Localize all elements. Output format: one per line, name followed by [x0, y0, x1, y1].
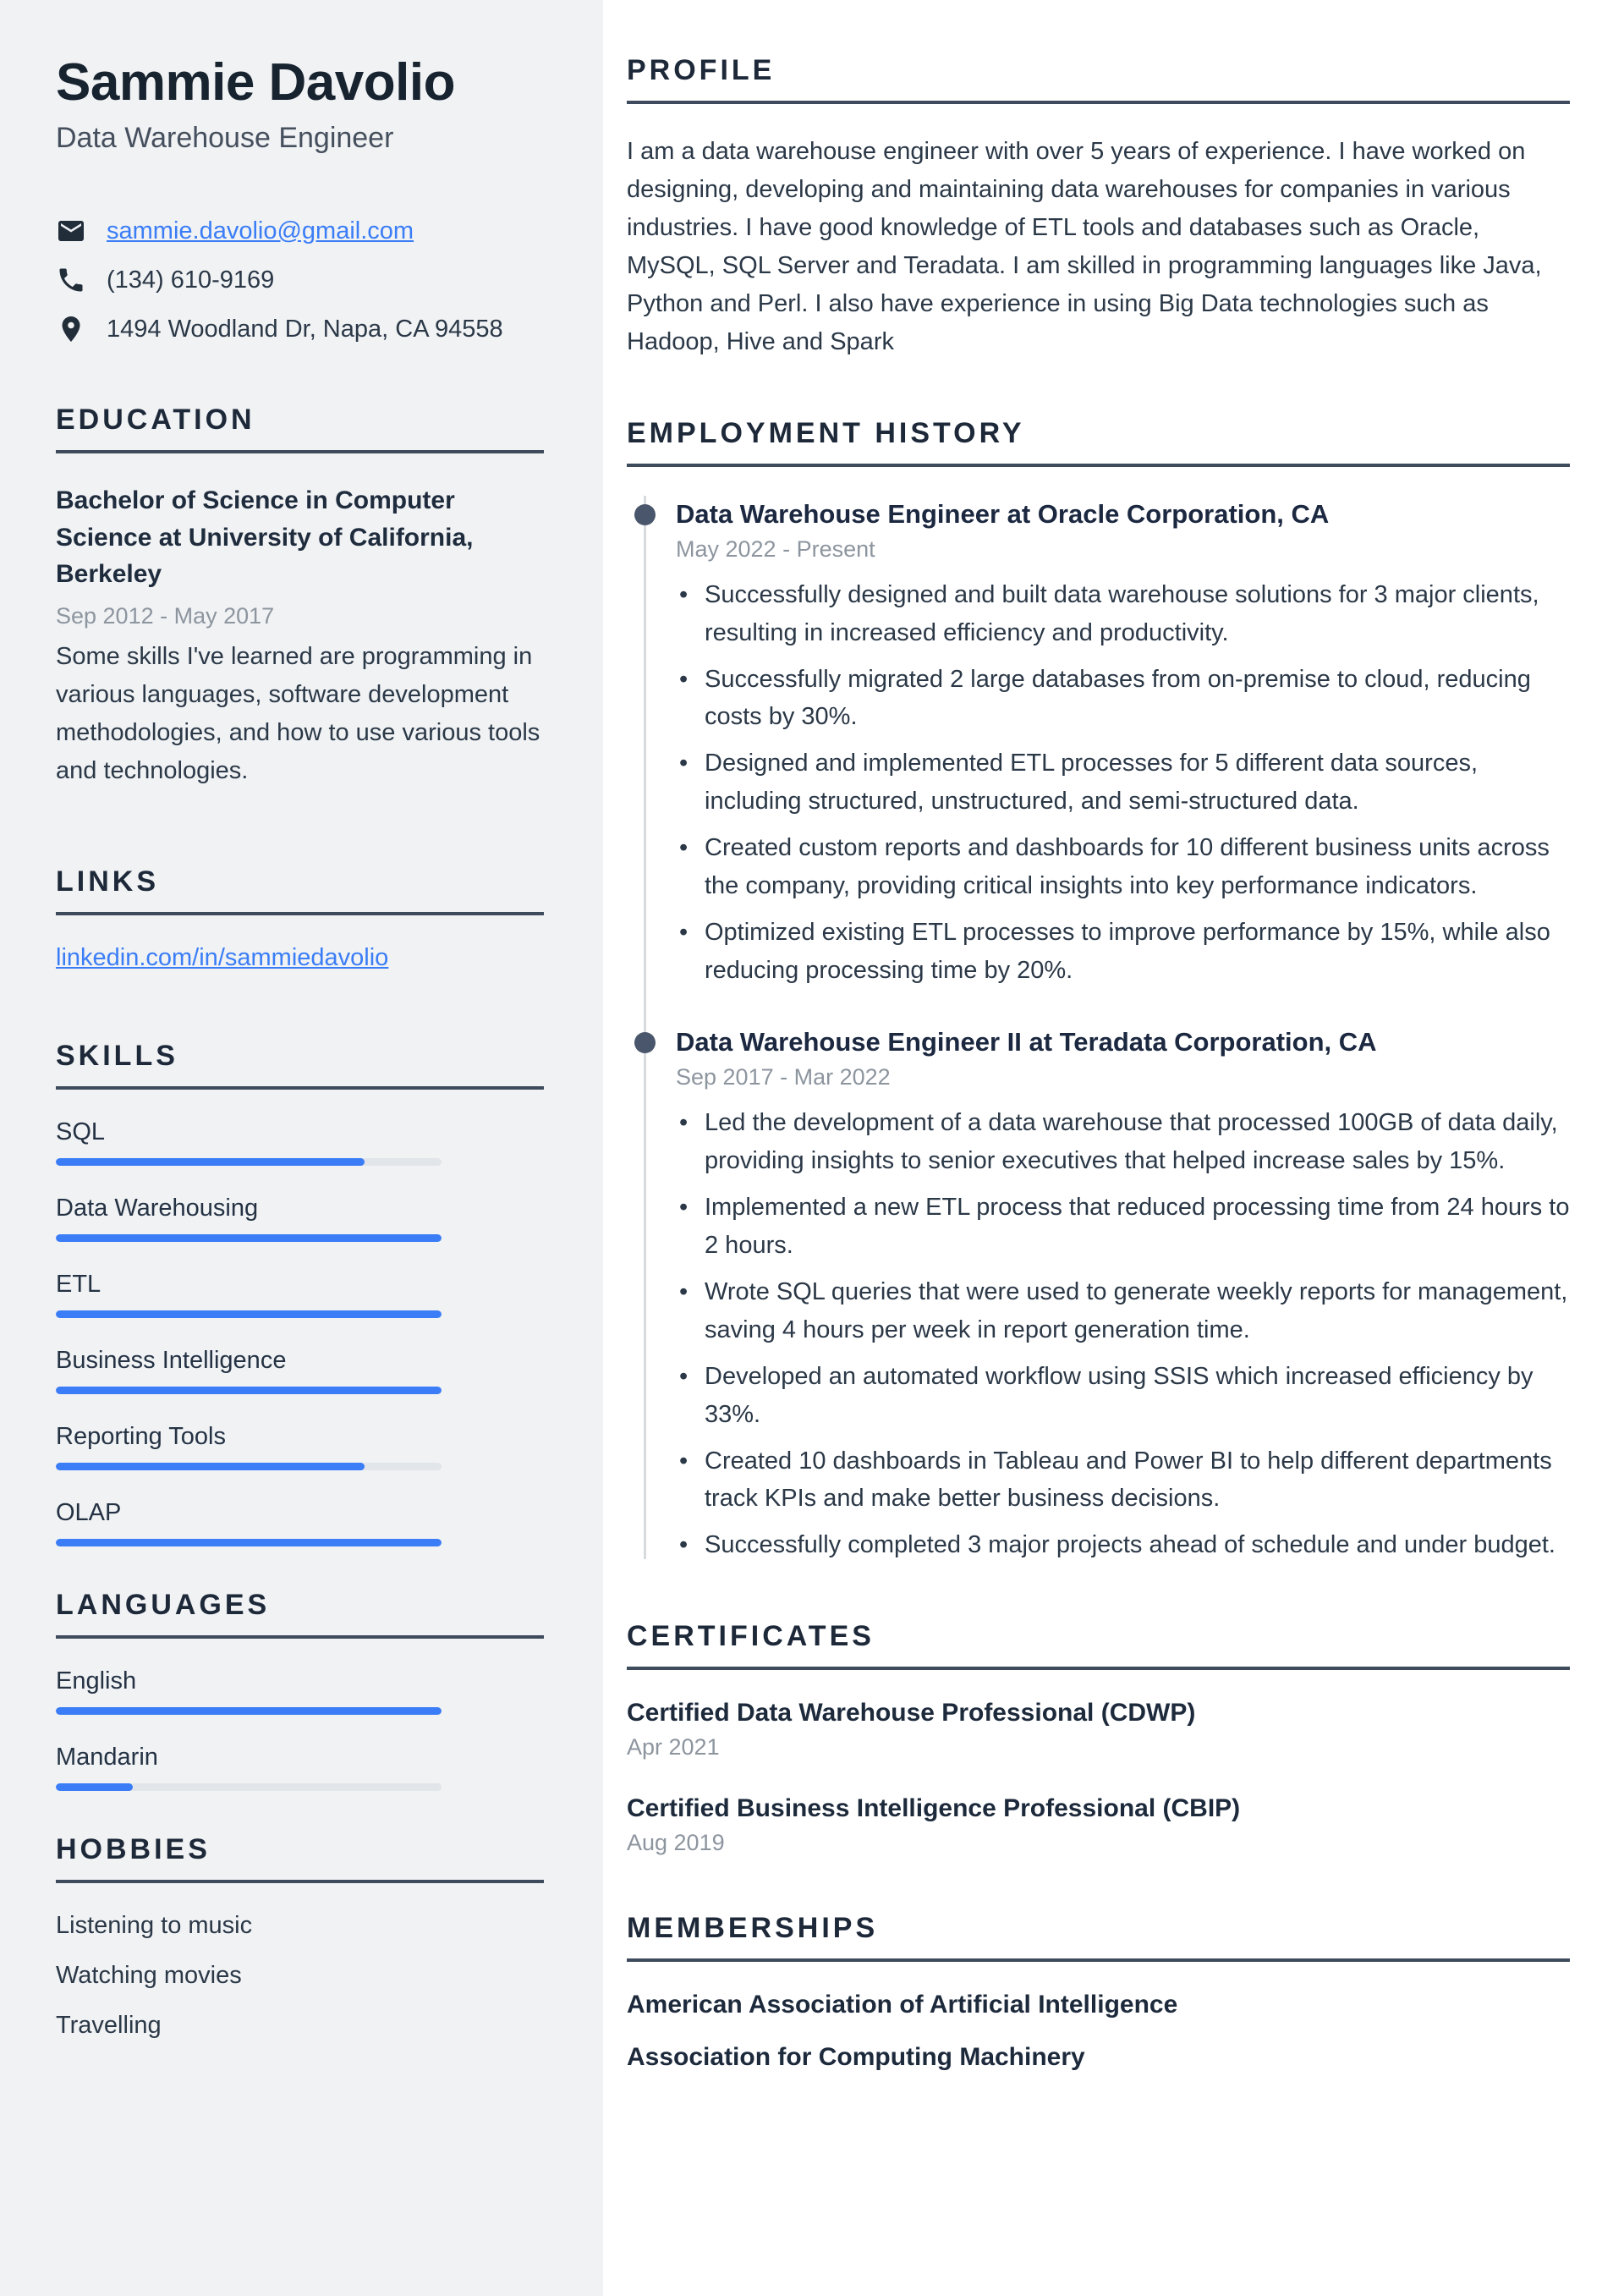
skill-bar-fill	[56, 1387, 442, 1394]
certificate-title: Certified Business Intelligence Professional (CBIP)	[627, 1794, 1241, 1823]
hobby-item: Travelling	[56, 2012, 162, 2040]
job-title: Data Warehouse Engineer at Oracle Corporation, CA	[676, 498, 1330, 529]
person-name: Sammie Davolio	[56, 53, 455, 112]
job-bullet-list	[676, 1104, 1570, 1564]
skill-label: Business Intelligence	[56, 1347, 287, 1375]
skill-item	[56, 1423, 544, 1470]
languages-heading: LANGUAGES	[56, 1589, 544, 1639]
language-label: Mandarin	[56, 1744, 158, 1771]
bullet-item: • Successfully designed and built data warehouse solutions for 3 major clients, resulting in increased efficiency and productivity.	[705, 576, 1570, 652]
skill-bar	[56, 1539, 442, 1546]
email-icon	[56, 216, 86, 246]
hobby-item: Listening to music	[56, 1912, 253, 1940]
job-entry	[627, 1027, 1570, 1564]
job-entry	[627, 499, 1570, 990]
bullet-item: • Implemented a new ETL process that reduced processing time from 24 hours to 2 hours.	[705, 1189, 1570, 1265]
contact-block	[56, 216, 544, 344]
skill-label: Reporting Tools	[56, 1423, 226, 1451]
hobby-item: Watching movies	[56, 1962, 242, 1990]
bullet-item: • Optimized existing ETL processes to improve performance by 15%, while also reducing processing time by 20%.	[705, 914, 1570, 990]
links-heading: LINKS	[56, 865, 544, 915]
skill-label: ETL	[56, 1271, 102, 1299]
hobbies-heading: HOBBIES	[56, 1833, 544, 1883]
language-item	[56, 1667, 544, 1715]
bullet-item: • Designed and implemented ETL processes for 5 different data sources, including structured, unstructured, and semi-structured data.	[705, 744, 1570, 821]
phone-number: (134) 610-9169	[107, 266, 275, 294]
certificate-entry	[627, 1699, 1570, 1760]
membership-item: American Association of Artificial Intelligence	[627, 1991, 1178, 2019]
skill-item	[56, 1499, 544, 1546]
language-label: English	[56, 1667, 137, 1695]
skill-bar	[56, 1387, 442, 1394]
language-bar	[56, 1783, 442, 1791]
skill-label: OLAP	[56, 1499, 122, 1527]
certificate-title: Certified Data Warehouse Professional (CDWP)	[627, 1699, 1196, 1727]
bullet-item: • Wrote SQL queries that were used to generate weekly reports for management, saving 4 hours per week in report generation time.	[705, 1273, 1570, 1349]
bullet-item: • Successfully migrated 2 large databases from on-premise to cloud, reducing costs by 30%.	[705, 661, 1570, 737]
skill-bar-fill	[56, 1463, 365, 1470]
skill-bar-fill	[56, 1234, 442, 1242]
sidebar	[0, 0, 603, 2296]
skills-heading: SKILLS	[56, 1040, 544, 1090]
links-section	[56, 865, 544, 972]
certificates-heading: CERTIFICATES	[627, 1620, 1570, 1670]
employment-timeline	[627, 496, 1570, 1565]
employment-section	[627, 417, 1570, 1565]
language-bar-fill	[56, 1707, 442, 1715]
contact-phone-row	[56, 265, 544, 295]
bullet-item: • Created 10 dashboards in Tableau and Power BI to help different departments track KPIs and make better business decisions.	[705, 1442, 1570, 1519]
skill-bar-fill	[56, 1158, 365, 1166]
certificate-date: Aug 2019	[627, 1830, 725, 1856]
skill-item	[56, 1118, 544, 1166]
profile-text: I am a data warehouse engineer with over 5 years of experience. I have worked on designing, developing and maintaining data warehouses for companies in various industries. I have good knowledge of ETL tools and databases such as Oracle, MySQL, SQL Server and Teradata. I am skilled in programming languages like Java, Python and Perl. I also have experience in using Big Data technologies such as Hadoop, Hive and Spark	[627, 138, 1542, 355]
address-text: 1494 Woodland Dr, Napa, CA 94558	[107, 315, 503, 343]
language-bar	[56, 1707, 442, 1715]
profile-heading: PROFILE	[627, 54, 1570, 104]
memberships-section	[627, 1912, 1570, 2072]
skill-bar	[56, 1463, 442, 1470]
linkedin-link[interactable]: linkedin.com/in/sammiedavolio	[56, 944, 389, 972]
job-title: Data Warehouse Engineer II at Teradata Corporation, CA	[676, 1027, 1377, 1057]
education-section	[56, 404, 544, 789]
email-link[interactable]: sammie.davolio@gmail.com	[107, 217, 414, 244]
job-dates: Sep 2017 - Mar 2022	[676, 1064, 891, 1090]
skill-item	[56, 1347, 544, 1394]
skill-bar	[56, 1234, 442, 1242]
job-bullet-list	[676, 576, 1570, 990]
skills-section	[56, 1040, 544, 1546]
skill-bar-fill	[56, 1310, 442, 1318]
skill-label: Data Warehousing	[56, 1195, 259, 1222]
certificate-entry	[627, 1794, 1570, 1856]
skill-label: SQL	[56, 1118, 106, 1146]
phone-icon	[56, 265, 86, 295]
certificate-date: Apr 2021	[627, 1734, 720, 1760]
hobbies-section	[56, 1833, 544, 2040]
language-bar-fill	[56, 1783, 133, 1791]
bullet-item: • Successfully completed 3 major projects ahead of schedule and under budget.	[705, 1526, 1570, 1564]
education-description: Some skills I've learned are programming in various languages, software development methodologies, and how to use various tools and technologies.	[56, 642, 540, 784]
main-column	[603, 0, 1624, 2296]
timeline-dot	[634, 1032, 656, 1053]
skill-item	[56, 1271, 544, 1318]
profile-section	[627, 54, 1570, 361]
contact-address-row	[56, 314, 544, 344]
education-heading: EDUCATION	[56, 404, 544, 453]
skill-bar	[56, 1158, 442, 1166]
bullet-item: • Created custom reports and dashboards for 10 different business units across the company, providing critical insights into key performance indicators.	[705, 829, 1570, 905]
bullet-item: • Led the development of a data warehouse that processed 100GB of data daily, providing insights to senior executives that helped increase sales by 15%.	[705, 1104, 1570, 1180]
degree-title: Bachelor of Science in Computer Science at University of California, Berkeley	[56, 486, 474, 589]
employment-heading: EMPLOYMENT HISTORY	[627, 417, 1570, 467]
membership-item: Association for Computing Machinery	[627, 2043, 1085, 2072]
person-job-title: Data Warehouse Engineer	[56, 122, 394, 155]
education-dates: Sep 2012 - May 2017	[56, 602, 275, 629]
skill-bar-fill	[56, 1539, 442, 1546]
certificates-section	[627, 1620, 1570, 1856]
skill-item	[56, 1195, 544, 1242]
language-item	[56, 1744, 544, 1791]
memberships-heading: MEMBERSHIPS	[627, 1912, 1570, 1962]
job-dates: May 2022 - Present	[676, 536, 875, 562]
timeline-dot	[634, 504, 656, 525]
languages-section	[56, 1589, 544, 1791]
location-pin-icon	[56, 314, 86, 344]
bullet-item: • Developed an automated workflow using SSIS which increased efficiency by 33%.	[705, 1358, 1570, 1434]
contact-email-row	[56, 216, 544, 246]
skill-bar	[56, 1310, 442, 1318]
